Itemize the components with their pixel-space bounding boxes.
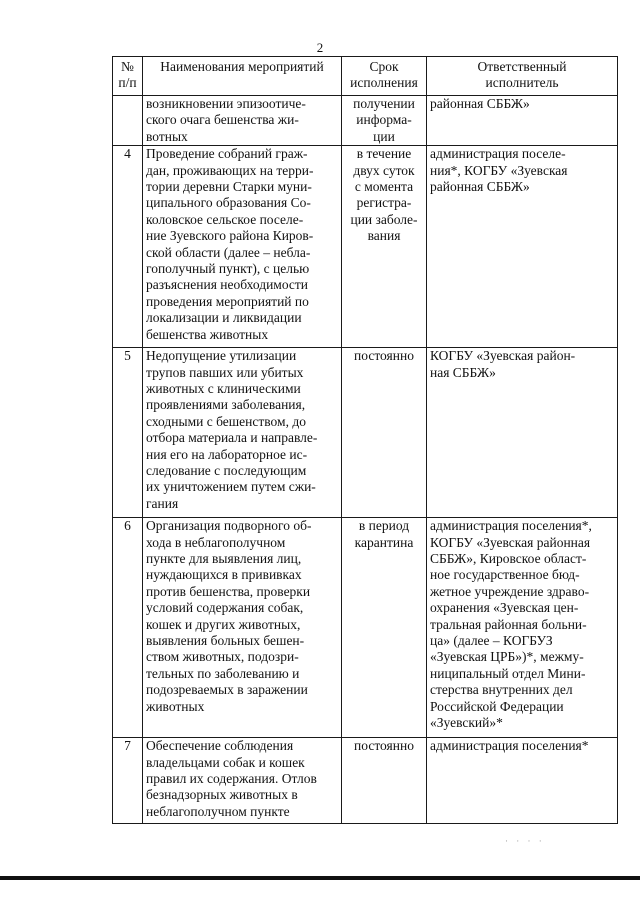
table-header-row xyxy=(113,57,618,96)
header-responsible: Ответственный исполнитель xyxy=(427,57,618,96)
table-row xyxy=(113,738,618,824)
table-row xyxy=(113,96,618,146)
table-row xyxy=(113,348,618,518)
row-term: получении информа- ции xyxy=(342,96,427,146)
header-term: Срок исполнения xyxy=(342,57,427,96)
row-name: Организация подворного об- хода в неблагополучном пункте для выявления лиц, нуждающихся в прививках против бешенства, проверки условий содержания собак, кошек и других животных, выявления больных бешен- ством животных, подозри- тельных по заболеванию и подозреваемых в заражении животных xyxy=(143,518,342,738)
row-responsible: районная СББЖ» xyxy=(427,96,618,146)
header-name: Наименования мероприятий xyxy=(143,57,342,96)
row-name: Проведение собраний граж- дан, проживающих на терри- тории деревни Старки муни- ципального образования Со- коловское сельское поселе- ние Зуевского района Киров- ской области (далее – небла- гополучный пункт), с целью разъяснения необходимости проведения мероприятий по локализации и ликвидации бешенства животных xyxy=(143,146,342,348)
row-term: постоянно xyxy=(342,738,427,824)
row-term: в период карантина xyxy=(342,518,427,738)
row-term: постоянно xyxy=(342,348,427,518)
row-num: 6 xyxy=(113,518,143,738)
row-responsible: администрация поселения*, КОГБУ «Зуевская районная СББЖ», Кировское област- ное государственное бюд- жетное учреждение здраво- охранения «Зуевская цен- тральная районная больни- ца» (далее – КОГБУЗ «Зуевская ЦРБ»)*, межму- ниципальный отдел Мини- стерства внутренних дел Российской Федерации «Зуевский»* xyxy=(427,518,618,738)
header-num: № п/п xyxy=(113,57,143,96)
row-responsible: администрация поселе- ния*, КОГБУ «Зуевская районная СББЖ» xyxy=(427,146,618,348)
row-num: 7 xyxy=(113,738,143,824)
row-name: Обеспечение соблюдения владельцами собак и кошек правил их содержания. Отлов безнадзорных животных в неблагополучном пункте xyxy=(143,738,342,824)
events-table xyxy=(112,56,618,824)
row-responsible: КОГБУ «Зуевская район- ная СББЖ» xyxy=(427,348,618,518)
row-name: Недопущение утилизации трупов павших или убитых животных с клиническими проявлениями заболевания, сходными с бешенством, до отбора материала и направле- ния его на лабораторное ис- следование с последующим их уничтожением путем сжи- гания xyxy=(143,348,342,518)
row-num: 5 xyxy=(113,348,143,518)
scan-artifact-marks: · · · · xyxy=(505,836,545,846)
table-row xyxy=(113,146,618,348)
page-number: 2 xyxy=(316,40,324,55)
table-row xyxy=(113,518,618,738)
row-responsible: администрация поселения* xyxy=(427,738,618,824)
row-num: 4 xyxy=(113,146,143,348)
row-num xyxy=(113,96,143,146)
row-name: возникновении эпизоотиче- ского очага бешенства жи- вотных xyxy=(143,96,342,146)
row-term: в течение двух суток с момента регистра- ции заболе- вания xyxy=(342,146,427,348)
bottom-scan-border xyxy=(0,876,640,880)
